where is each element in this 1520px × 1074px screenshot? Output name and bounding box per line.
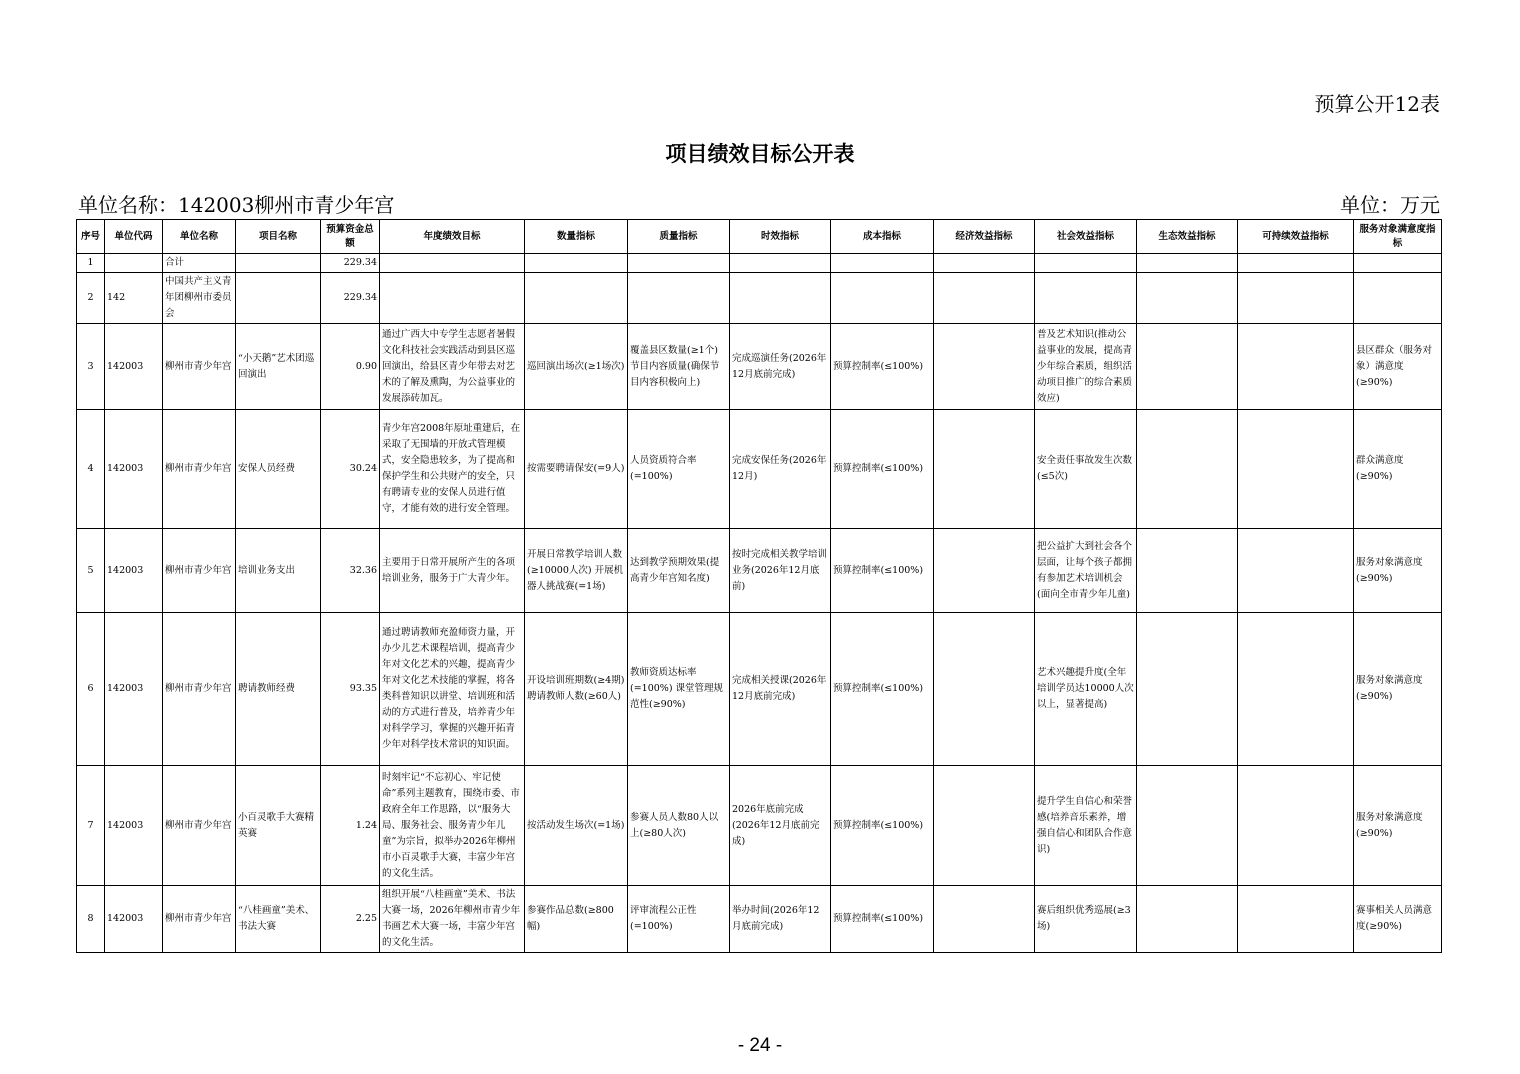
cell-economic <box>934 254 1035 273</box>
cell-social: 赛后组织优秀巡展(≥3场) <box>1035 886 1137 953</box>
cell-code: 142003 <box>105 613 163 766</box>
cell-timeliness: 举办时间(2026年12月底前完成) <box>730 886 831 953</box>
cell-amount: 229.34 <box>321 254 380 273</box>
cell-code: 142003 <box>105 766 163 886</box>
table-row <box>77 766 1442 886</box>
cell-cost: 预算控制率(≤100%) <box>831 529 934 613</box>
cell-cost <box>831 254 934 273</box>
cell-cost: 预算控制率(≤100%) <box>831 886 934 953</box>
column-header: 单位代码 <box>105 220 163 254</box>
cell-no: 4 <box>77 410 105 529</box>
cell-quantity: 开设培训班期数(≥4期) 聘请教师人数(≥60人) <box>525 613 628 766</box>
cell-code: 142 <box>105 273 163 324</box>
cell-quality: 教师资质达标率(=100%) 课堂管理规范性(≥90%) <box>628 613 730 766</box>
cell-sustainable <box>1238 613 1354 766</box>
cell-quality: 参赛人员人数80人以上(≥80人次) <box>628 766 730 886</box>
cell-no: 8 <box>77 886 105 953</box>
cell-timeliness: 按时完成相关教学培训业务(2026年12月底前) <box>730 529 831 613</box>
cell-satisfaction <box>1354 254 1442 273</box>
cell-cost <box>831 273 934 324</box>
table-row <box>77 529 1442 613</box>
cell-no: 6 <box>77 613 105 766</box>
cell-goal: 主要用于日常开展所产生的各项培训业务，服务于广大青少年。 <box>380 529 525 613</box>
table-label: 预算公开12表 <box>1314 92 1440 116</box>
cell-goal <box>380 273 525 324</box>
cell-no: 5 <box>77 529 105 613</box>
cell-sustainable <box>1238 254 1354 273</box>
cell-unit: 柳州市青少年宫 <box>163 613 236 766</box>
cell-ecological <box>1137 410 1238 529</box>
cell-timeliness <box>730 254 831 273</box>
column-header: 成本指标 <box>831 220 934 254</box>
cell-project <box>236 254 321 273</box>
column-header: 序号 <box>77 220 105 254</box>
column-header: 质量指标 <box>628 220 730 254</box>
cell-cost: 预算控制率(≤100%) <box>831 613 934 766</box>
column-header: 项目名称 <box>236 220 321 254</box>
performance-table <box>76 219 1442 953</box>
cell-sustainable <box>1238 886 1354 953</box>
cell-satisfaction: 县区群众（服务对象）满意度(≥90%) <box>1354 324 1442 410</box>
cell-quality: 评审流程公正性(=100%) <box>628 886 730 953</box>
cell-sustainable <box>1238 273 1354 324</box>
column-header: 数量指标 <box>525 220 628 254</box>
cell-satisfaction: 服务对象满意度(≥90%) <box>1354 766 1442 886</box>
cell-quality: 人员资质符合率(=100%) <box>628 410 730 529</box>
page-number: - 24 - <box>737 1035 783 1056</box>
cell-economic <box>934 766 1035 886</box>
table-row <box>77 886 1442 953</box>
cell-social: 安全责任事故发生次数(≤5次) <box>1035 410 1137 529</box>
cell-timeliness: 完成安保任务(2026年12月) <box>730 410 831 529</box>
cell-economic <box>934 613 1035 766</box>
cell-project: “八桂画童”美术、书法大赛 <box>236 886 321 953</box>
cell-ecological <box>1137 324 1238 410</box>
cell-unit: 柳州市青少年宫 <box>163 766 236 886</box>
column-header: 经济效益指标 <box>934 220 1035 254</box>
cell-cost: 预算控制率(≤100%) <box>831 766 934 886</box>
cell-social: 艺术兴趣提升度(全年培训学员达10000人次以上，显著提高) <box>1035 613 1137 766</box>
cell-sustainable <box>1238 766 1354 886</box>
cell-project: 安保人员经费 <box>236 410 321 529</box>
header-row <box>77 220 1442 254</box>
cell-timeliness: 完成相关授课(2026年12月底前完成) <box>730 613 831 766</box>
cell-goal: 时刻牢记“不忘初心、牢记使命”系列主题教育，围绕市委、市政府全年工作思路，以“服务大局、服务社会、服务青少年儿童”为宗旨，拟举办2026年柳州市小百灵歌手大赛，丰富少年宫的文化生活。 <box>380 766 525 886</box>
cell-quantity: 按需要聘请保安(=9人) <box>525 410 628 529</box>
cell-amount: 1.24 <box>321 766 380 886</box>
cell-satisfaction <box>1354 273 1442 324</box>
cell-amount: 2.25 <box>321 886 380 953</box>
table-row <box>77 324 1442 410</box>
cell-unit: 柳州市青少年宫 <box>163 886 236 953</box>
cell-quality <box>628 254 730 273</box>
cell-quantity <box>525 254 628 273</box>
cell-amount: 32.36 <box>321 529 380 613</box>
cell-project: 小百灵歌手大赛精英赛 <box>236 766 321 886</box>
cell-amount: 93.35 <box>321 613 380 766</box>
cell-social: 提升学生自信心和荣誉感(培养音乐素养，增强自信心和团队合作意识) <box>1035 766 1137 886</box>
cell-code: 142003 <box>105 529 163 613</box>
cell-sustainable <box>1238 324 1354 410</box>
cell-economic <box>934 273 1035 324</box>
cell-amount: 0.90 <box>321 324 380 410</box>
page-title: 项目绩效目标公开表 <box>665 141 855 166</box>
unit-label: 单位：万元 <box>1340 193 1440 217</box>
cell-timeliness <box>730 273 831 324</box>
cell-social: 把公益扩大到社会各个层面，让每个孩子都拥有参加艺术培训机会(面向全市青少年儿童) <box>1035 529 1137 613</box>
cell-code: 142003 <box>105 324 163 410</box>
cell-satisfaction: 服务对象满意度(≥90%) <box>1354 529 1442 613</box>
cell-unit: 柳州市青少年宫 <box>163 410 236 529</box>
column-header: 年度绩效目标 <box>380 220 525 254</box>
cell-goal <box>380 254 525 273</box>
cell-no: 2 <box>77 273 105 324</box>
cell-timeliness: 2026年底前完成(2026年12月底前完成) <box>730 766 831 886</box>
table-row <box>77 613 1442 766</box>
cell-economic <box>934 529 1035 613</box>
cell-ecological <box>1137 613 1238 766</box>
cell-ecological <box>1137 254 1238 273</box>
cell-goal: 通过聘请教师充盈师资力量，开办少儿艺术课程培训，提高青少年对文化艺术的兴趣，提高青少年对文化艺术技能的掌握，将各类科普知识以讲堂、培训班和活动的方式进行普及，培养青少年对科学学习，掌握的兴趣开拓青少年对科学技术常识的知识面。 <box>380 613 525 766</box>
column-header: 服务对象满意度指标 <box>1354 220 1442 254</box>
cell-unit: 柳州市青少年宫 <box>163 324 236 410</box>
cell-quality <box>628 273 730 324</box>
cell-timeliness: 完成巡演任务(2026年12月底前完成) <box>730 324 831 410</box>
cell-code: 142003 <box>105 886 163 953</box>
cell-quantity: 巡回演出场次(≥1场次) <box>525 324 628 410</box>
cell-ecological <box>1137 886 1238 953</box>
cell-no: 7 <box>77 766 105 886</box>
cell-social: 普及艺术知识(推动公益事业的发展，提高青少年综合素质，组织活动项目推广的综合素质效应) <box>1035 324 1137 410</box>
cell-code: 142003 <box>105 410 163 529</box>
cell-goal: 组织开展“八桂画童”美术、书法大赛一场，2026年柳州市青少年书画艺术大赛一场，丰富少年宫的文化生活。 <box>380 886 525 953</box>
cell-satisfaction: 群众满意度(≥90%) <box>1354 410 1442 529</box>
cell-unit: 柳州市青少年宫 <box>163 529 236 613</box>
column-header: 可持续效益指标 <box>1238 220 1354 254</box>
cell-social <box>1035 254 1137 273</box>
column-header: 预算资金总额 <box>321 220 380 254</box>
cell-project: 培训业务支出 <box>236 529 321 613</box>
unit-name: 单位名称：142003柳州市青少年宫 <box>78 193 395 217</box>
cell-satisfaction: 赛事相关人员满意度(≥90%) <box>1354 886 1442 953</box>
cell-satisfaction: 服务对象满意度(≥90%) <box>1354 613 1442 766</box>
cell-quantity <box>525 273 628 324</box>
table-row <box>77 273 1442 324</box>
column-header: 单位名称 <box>163 220 236 254</box>
column-header: 时效指标 <box>730 220 831 254</box>
column-header: 社会效益指标 <box>1035 220 1137 254</box>
cell-ecological <box>1137 529 1238 613</box>
cell-code <box>105 254 163 273</box>
cell-ecological <box>1137 273 1238 324</box>
cell-quantity: 按活动发生场次(=1场) <box>525 766 628 886</box>
cell-unit: 中国共产主义青年团柳州市委员会 <box>163 273 236 324</box>
cell-project <box>236 273 321 324</box>
cell-quantity: 参赛作品总数(≥800幅) <box>525 886 628 953</box>
cell-amount: 30.24 <box>321 410 380 529</box>
cell-quality: 达到教学预期效果(提高青少年宫知名度) <box>628 529 730 613</box>
column-header: 生态效益指标 <box>1137 220 1238 254</box>
cell-unit: 合计 <box>163 254 236 273</box>
cell-cost: 预算控制率(≤100%) <box>831 410 934 529</box>
cell-goal: 青少年宫2008年原址重建后，在采取了无围墙的开放式管理模式，安全隐患较多，为了提高和保护学生和公共财产的安全，只有聘请专业的安保人员进行值守，才能有效的进行安全管理。 <box>380 410 525 529</box>
cell-amount: 229.34 <box>321 273 380 324</box>
cell-project: 聘请教师经费 <box>236 613 321 766</box>
cell-economic <box>934 886 1035 953</box>
cell-sustainable <box>1238 529 1354 613</box>
cell-project: “小天鹅”艺术团巡回演出 <box>236 324 321 410</box>
cell-no: 3 <box>77 324 105 410</box>
table-row <box>77 410 1442 529</box>
cell-no: 1 <box>77 254 105 273</box>
cell-quality: 覆盖县区数量(≥1个) 节目内容质量(确保节目内容积极向上) <box>628 324 730 410</box>
cell-goal: 通过广西大中专学生志愿者暑假文化科技社会实践活动到县区巡回演出，给县区青少年带去对艺术的了解及熏陶，为公益事业的发展添砖加瓦。 <box>380 324 525 410</box>
cell-sustainable <box>1238 410 1354 529</box>
cell-social <box>1035 273 1137 324</box>
cell-cost: 预算控制率(≤100%) <box>831 324 934 410</box>
cell-quantity: 开展日常教学培训人数(≥10000人次) 开展机器人挑战赛(=1场) <box>525 529 628 613</box>
cell-ecological <box>1137 766 1238 886</box>
cell-economic <box>934 324 1035 410</box>
cell-economic <box>934 410 1035 529</box>
table-row <box>77 254 1442 273</box>
